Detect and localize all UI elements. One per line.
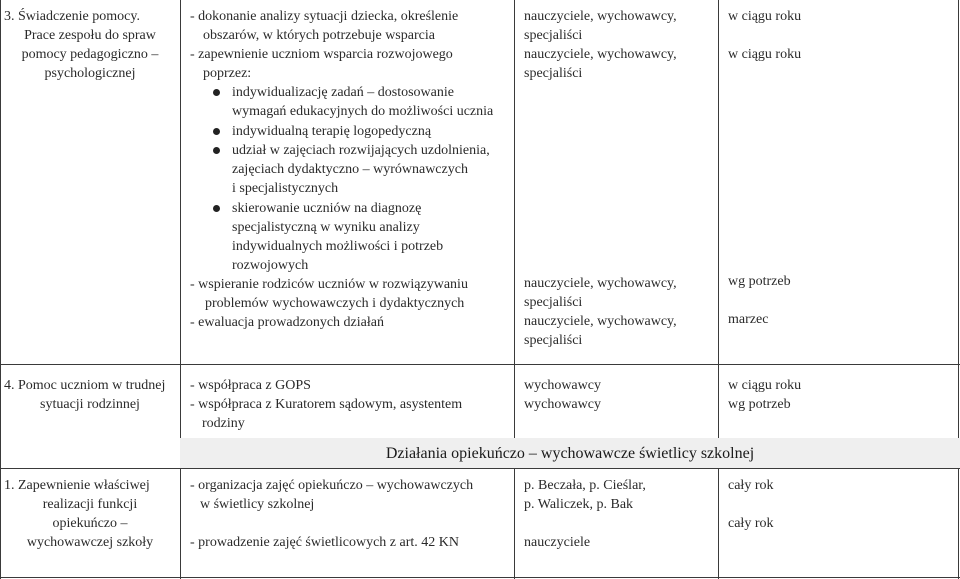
column-divider-2 [514,0,515,438]
responsible-line: p. Waliczek, p. Bak [524,497,634,512]
bullet-line: rozwojowych [232,258,309,273]
time-line: cały rok [728,478,774,493]
bullet-line: indywidualną terapię logopedyczną [232,124,432,139]
column-divider-3 [718,0,719,438]
bullet-icon [213,89,220,96]
task-line: poprzez: [203,66,252,81]
bullet-icon [213,128,220,135]
responsible-line: nauczyciele [524,535,591,550]
responsible-line: nauczyciele, wychowawcy, [524,314,677,329]
bullet-line: specjalistyczną w wyniku analizy [232,220,420,235]
bullet-line: udział w zajęciach rozwijających uzdolnienia, [232,143,490,158]
section-banner [180,438,960,468]
task-line: - dokonanie analizy sytuacji dziecka, określenie [190,9,459,24]
row5-topic-line: opiekuńczo – [52,516,128,531]
responsible-line: wychowawcy [524,378,601,393]
section-heading: Działania opiekuńczo – wychowawcze świetlicy szkolnej [385,445,755,462]
responsible-line: p. Beczała, p. Cieślar, [524,478,646,493]
responsible-line: specjaliści [524,295,583,310]
task-line: obszarów, w których potrzebuje wsparcia [203,28,435,43]
responsible-line: specjaliści [524,333,583,348]
row5-topic-line: 1. Zapewnienie właściwej [4,478,150,493]
responsible-line: nauczyciele, wychowawcy, [524,47,677,62]
responsible-line: nauczyciele, wychowawcy, [524,9,677,24]
table-border-bottom [0,577,960,578]
task-line: - wspieranie rodziców uczniów w rozwiązywaniu [190,277,468,292]
bullet-line: skierowanie uczniów na diagnozę [232,201,422,216]
time-line: w ciągu roku [728,47,802,62]
responsible-line: wychowawcy [524,397,601,412]
bullet-icon [213,205,220,212]
bullet-line: indywidualnych możliwości i potrzeb [232,239,444,254]
table-border-right [958,0,959,579]
responsible-line: specjaliści [524,28,583,43]
task-line: - ewaluacja prowadzonych działań [190,315,384,330]
task-line: - współpraca z GOPS [190,378,311,393]
row3-topic-line: 3. Świadczenie pomocy. [4,9,140,24]
task-line: w świetlicy szkolnej [200,497,315,512]
row5-topic-line: realizacji funkcji [42,497,138,512]
row4-topic-line: 4. Pomoc uczniom w trudnej [4,378,166,393]
responsible-line: nauczyciele, wychowawcy, [524,276,677,291]
task-line: - współpraca z Kuratorem sądowym, asystentem [190,397,463,412]
task-line: rodziny [202,416,245,431]
task-line: - zapewnienie uczniom wsparcia rozwojowego [190,47,453,62]
row5-topic-line: wychowawczej szkoły [26,535,154,550]
task-line: - organizacja zajęć opiekuńczo – wychowawczych [190,478,474,493]
table-border-left [0,0,1,579]
bullet-line: wymagań edukacyjnych do możliwości ucznia [232,104,494,119]
task-line: - prowadzenie zajęć świetlicowych z art. 42 KN [190,535,459,550]
row4-topic-line: sytuacji rodzinnej [40,397,140,412]
time-line: w ciągu roku [728,378,802,393]
time-line: marzec [728,312,769,327]
time-line: wg potrzeb [728,274,791,289]
column-divider-3b [718,468,719,579]
time-line: wg potrzeb [728,397,791,412]
time-line: cały rok [728,516,774,531]
row3-topic-line: pomocy pedagogiczno – [21,47,159,62]
column-divider-2b [514,468,515,579]
bullet-line: indywidualizację zadań – dostosowanie [232,85,454,100]
column-divider-1 [180,0,181,579]
bullet-line: zajęciach dydaktyczno – wyrównawczych [232,162,468,177]
row3-topic-line: psychologicznej [44,66,136,81]
row-divider-2 [0,468,960,469]
row-divider-1 [0,364,960,365]
responsible-line: specjaliści [524,66,583,81]
row3-topic-line: Prace zespołu do spraw [24,28,156,43]
task-line: problemów wychowawczych i dydaktycznych [205,296,465,311]
bullet-icon [213,147,220,154]
time-line: w ciągu roku [728,9,802,24]
bullet-line: i specjalistycznych [232,181,339,196]
